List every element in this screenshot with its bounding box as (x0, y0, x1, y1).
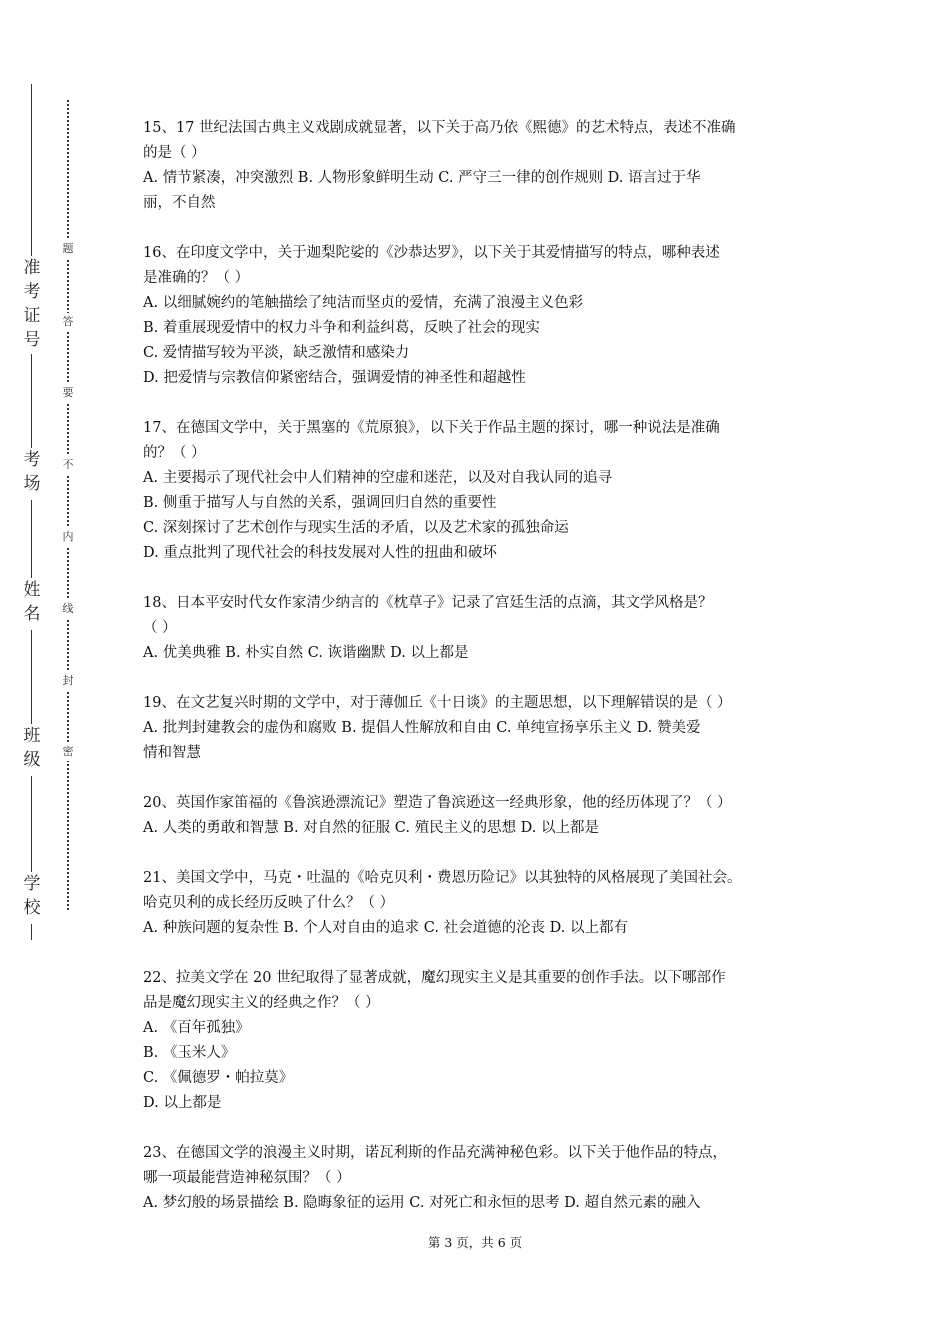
question-text: 20、英国作家笛福的《鲁滨逊漂流记》塑造了鲁滨逊这一经典形象，他的经历体现了？（ ） (143, 795, 732, 811)
label-exam-room: 考场 (23, 450, 41, 494)
option-line: A. 《百年孤独》 (143, 1020, 250, 1036)
question-text: 品是魔幻现实主义的经典之作？（ ） (143, 995, 380, 1011)
question-text: 17、在德国文学中，关于黑塞的《荒原狼》，以下关于作品主题的探讨，哪一种说法是准确 (143, 420, 720, 436)
question-text: 22、拉美文学在 20 世纪取得了显著成就，魔幻现实主义是其重要的创作手法。以下哪部作 (143, 970, 726, 986)
option-line: A. 种族问题的复杂性 B. 个人对自由的追求 C. 社会道德的沦丧 D. 以上都有 (143, 920, 629, 936)
question-text: 哪一项最能营造神秘氛围？（ ） (143, 1170, 351, 1186)
fill-line (31, 354, 32, 448)
seal-char: 要 (59, 384, 77, 402)
option-line: D. 把爱情与宗教信仰紧密结合，强调爱情的神圣性和超越性 (143, 370, 526, 386)
option-line: 情和智慧 (143, 745, 201, 761)
question-15 (143, 116, 813, 216)
option-line: A. 人类的勇敢和智慧 B. 对自然的征服 C. 殖民主义的思想 D. 以上都是 (143, 820, 600, 836)
question-text: 的？（ ） (143, 445, 206, 461)
question-text: 15、17 世纪法国古典主义戏剧成就显著，以下关于高乃依《熙德》的艺术特点，表述不准确 (143, 120, 736, 136)
option-line: C. 爱情描写较为平淡，缺乏激情和感染力 (143, 345, 410, 361)
option-line: D. 以上都是 (143, 1095, 222, 1111)
option-line: A. 梦幻般的场景描绘 B. 隐晦象征的运用 C. 对死亡和永恒的思考 D. 超自然元素的融入 (143, 1195, 701, 1211)
question-text: 23、在德国文学的浪漫主义时期，诺瓦利斯的作品充满神秘色彩。以下关于他作品的特点， (143, 1145, 727, 1161)
option-line: B. 着重展现爱情中的权力斗争和利益纠葛，反映了社会的现实 (143, 320, 540, 336)
question-text: 16、在印度文学中，关于迦梨陀娑的《沙恭达罗》，以下关于其爱情描写的特点，哪种表述 (143, 245, 720, 261)
option-line: B. 《玉米人》 (143, 1045, 236, 1061)
question-18 (143, 591, 813, 666)
binding-strip (0, 0, 110, 1344)
seal-char: 封 (59, 672, 77, 690)
question-text: 18、日本平安时代女作家清少纳言的《枕草子》记录了宫廷生活的点滴，其文学风格是？ (143, 595, 713, 611)
fill-line (31, 630, 32, 724)
question-text: 21、美国文学中，马克・吐温的《哈克贝利・费恩历险记》以其独特的风格展现了美国社会。 (143, 870, 742, 886)
question-list (143, 116, 813, 1241)
seal-char: 答 (59, 313, 77, 331)
seal-char: 内 (59, 528, 77, 546)
fill-line (31, 500, 32, 578)
label-name: 姓名 (23, 580, 41, 624)
option-line: 丽，不自然 (143, 195, 216, 211)
seal-char: 线 (59, 600, 77, 618)
question-text: （ ） (143, 620, 177, 636)
option-line: A. 情节紧凑，冲突激烈 B. 人物形象鲜明生动 C. 严守三一律的创作规则 D. 语言过于华 (143, 170, 701, 186)
option-line: C. 深刻探讨了艺术创作与现实生活的矛盾，以及艺术家的孤独命运 (143, 520, 569, 536)
option-line: A. 以细腻婉约的笔触描绘了纯洁而坚贞的爱情，充满了浪漫主义色彩 (143, 295, 584, 311)
page-footer: 第 3 页，共 6 页 (427, 1235, 523, 1250)
question-23 (143, 1141, 813, 1216)
question-19 (143, 691, 813, 766)
option-line: B. 侧重于描写人与自然的关系，强调回归自然的重要性 (143, 495, 497, 511)
question-text: 是准确的？（ ） (143, 270, 250, 286)
option-line: A. 主要揭示了现代社会中人们精神的空虚和迷茫，以及对自我认同的追寻 (143, 470, 613, 486)
seal-char: 密 (59, 743, 77, 761)
question-21 (143, 866, 813, 941)
question-16 (143, 241, 813, 391)
fill-line (31, 924, 32, 940)
label-admission-number: 准考证号 (23, 258, 41, 350)
option-line: A. 批判封建教会的虚伪和腐败 B. 提倡人性解放和自由 C. 单纯宣扬享乐主义 D. 赞美爱 (143, 720, 701, 736)
seal-char: 不 (59, 456, 77, 474)
question-20 (143, 791, 813, 841)
seal-dotted-line (67, 100, 71, 910)
label-school: 学校 (23, 874, 41, 918)
label-class: 班级 (23, 726, 41, 770)
option-line: C. 《佩德罗・帕拉莫》 (143, 1070, 294, 1086)
question-22 (143, 966, 813, 1116)
fill-line (31, 84, 32, 256)
question-text: 19、在文艺复兴时期的文学中，对于薄伽丘《十日谈》的主题思想，以下理解错误的是（ ） (143, 695, 732, 711)
fill-line (31, 776, 32, 872)
question-text: 哈克贝利的成长经历反映了什么？（ ） (143, 895, 395, 911)
option-line: A. 优美典雅 B. 朴实自然 C. 诙谐幽默 D. 以上都是 (143, 645, 469, 661)
question-text: 的是（ ） (143, 145, 206, 161)
option-line: D. 重点批判了现代社会的科技发展对人性的扭曲和破坏 (143, 545, 497, 561)
seal-char: 题 (59, 240, 77, 258)
question-17 (143, 416, 813, 566)
